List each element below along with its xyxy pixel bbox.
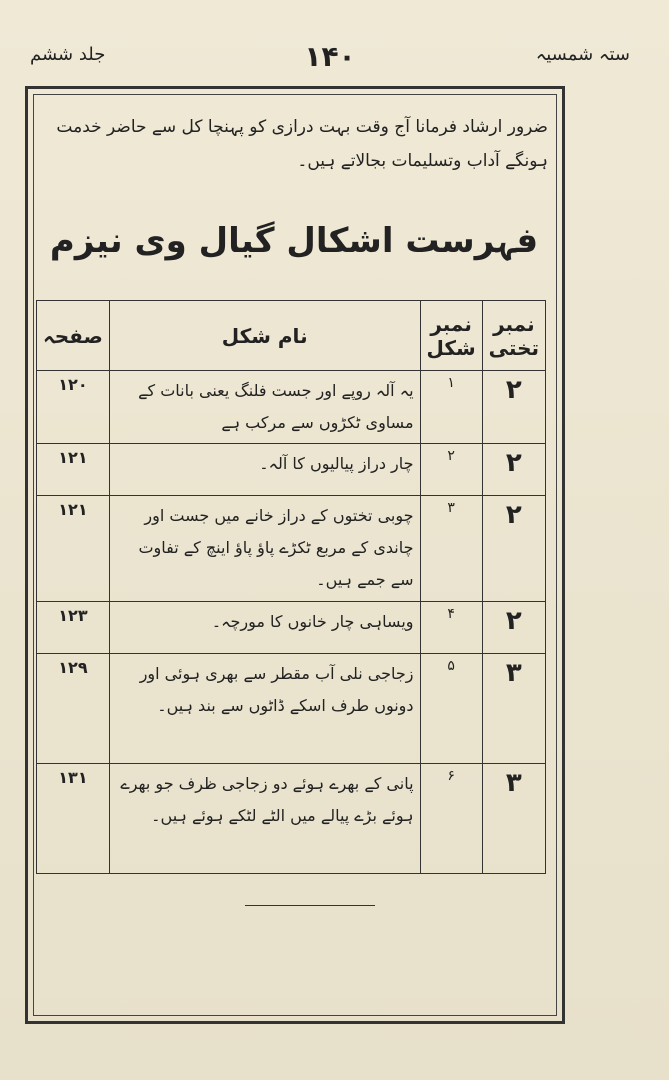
plate-header: نمبر تختی: [482, 301, 545, 371]
figure-header: نمبر شکل: [420, 301, 482, 371]
page-cell: ۱۲۰: [37, 371, 110, 444]
book-title: ستہ شمسیہ: [535, 44, 630, 65]
name-cell: زجاجی نلی آب مقطر سے بھری ہوئی اور دونوں طرف اسکے ڈاٹوں سے بند ہیں۔: [109, 654, 420, 764]
table-row: [37, 654, 546, 764]
closing-rule: [245, 905, 375, 906]
list-title: فہرست اشکال گیال وی نیزم: [49, 221, 539, 261]
plate-cell: ۲: [482, 496, 545, 602]
table-header-row: [37, 301, 546, 371]
figure-cell: ۲: [420, 444, 482, 496]
name-cell: یہ آلہ روپے اور جست فلنگ یعنی بانات کے مساوی ٹکڑوں سے مرکب ہے: [109, 371, 420, 444]
page-cell: ۱۲۳: [37, 602, 110, 654]
volume-label: جلد ششم: [30, 44, 106, 65]
plate-cell: ۳: [482, 764, 545, 874]
table-row: [37, 371, 546, 444]
name-cell: پانی کے بھرے ہوئے دو زجاجی ظرف جو بھرے ہوئے بڑے پیالے میں الٹے لٹکے ہوئے ہیں۔: [109, 764, 420, 874]
page-header-cell: صفحہ: [37, 301, 110, 371]
name-header: نام شکل: [109, 301, 420, 371]
figure-cell: ۴: [420, 602, 482, 654]
table-row: [37, 496, 546, 602]
intro-text: ضرور ارشاد فرمانا آج وقت بہت درازی کو پہنچا کل سے حاضر خدمت ہونگے آداب وتسلیمات بجالاتے ہیں۔: [56, 117, 548, 171]
page-cell: ۱۲۱: [37, 496, 110, 602]
figure-cell: ۳: [420, 496, 482, 602]
table-row: [37, 602, 546, 654]
plate-cell: ۲: [482, 371, 545, 444]
page-cell: ۱۲۹: [37, 654, 110, 764]
name-cell: ویساہی چار خانوں کا مورچہ۔: [109, 602, 420, 654]
plate-cell: ۳: [482, 654, 545, 764]
table-row: [37, 764, 546, 874]
plate-cell: ۲: [482, 444, 545, 496]
page-cell: ۱۲۱: [37, 444, 110, 496]
table-row: [37, 444, 546, 496]
figure-cell: ۱: [420, 371, 482, 444]
name-cell: چار دراز پیالیوں کا آلہ۔: [109, 444, 420, 496]
page-cell: ۱۳۱: [37, 764, 110, 874]
plate-cell: ۲: [482, 602, 545, 654]
page-number: ۱۴۰: [304, 40, 356, 73]
figures-table: [36, 300, 546, 874]
figure-cell: ۵: [420, 654, 482, 764]
figure-cell: ۶: [420, 764, 482, 874]
page-header: [30, 40, 630, 80]
name-cell: چوبی تختوں کے دراز خانے میں جست اور چاندی کے مربع ٹکڑے پاؤ پاؤ اینچ کے تفاوت سے جمے ہیں۔: [109, 496, 420, 602]
